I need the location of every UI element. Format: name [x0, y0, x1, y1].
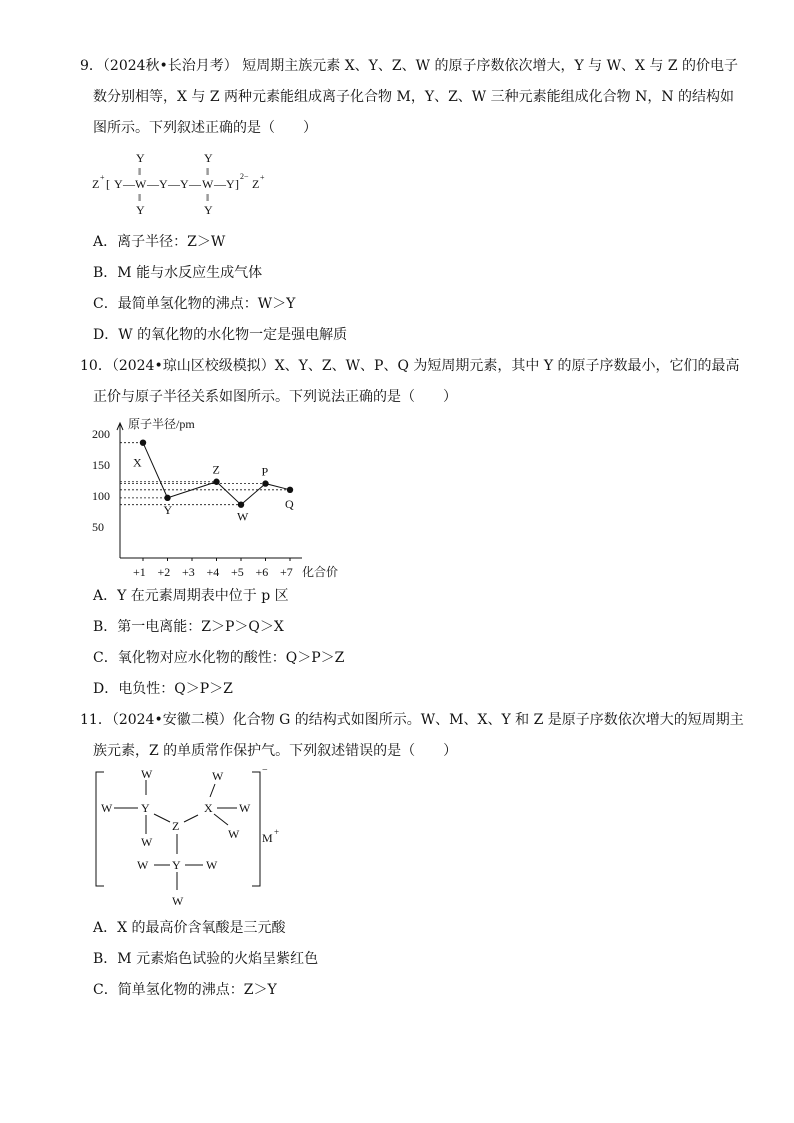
q9-bracket-open: [ — [106, 177, 110, 191]
q9-bracket-close: ] — [235, 177, 239, 191]
q10-option-a: A．Y 在元素周期表中位于 p 区 — [93, 588, 289, 604]
q10-option-d: D．电负性：Q＞P＞Z — [93, 681, 233, 697]
chart-x-axis-label: 化合价 — [302, 565, 339, 579]
q9-anion-charge: 2− — [240, 172, 249, 181]
q11-cation-charge: + — [274, 827, 280, 837]
chart-point — [213, 479, 219, 485]
q11-atom-y-upper: Y — [141, 801, 150, 815]
q10-stem-line-1: 10．（2024•琼山区校级模拟）X、Y、Z、W、P、Q 为短周期元素，其中 Y 的原子序数最小，它们的最高 — [80, 358, 740, 374]
q9-bond-2: — — [147, 177, 159, 191]
q10-option-c: C．氧化物对应水化物的酸性：Q＞P＞Z — [93, 650, 345, 666]
q11-bond-x-wtop — [210, 784, 215, 797]
chart-point-label: X — [133, 455, 142, 470]
chart-x-tick-label: +2 — [157, 565, 171, 579]
q9-bond-5: — — [214, 177, 226, 191]
q9-double-bond-top-1: ‖ — [138, 166, 142, 178]
chart-point — [287, 487, 293, 493]
q11-stem-line-1: 11．（2024•安徽二模）化合物 G 的结构式如图所示。W、M、X、Y 和 Z 是原子序数依次增大的短周期主 — [80, 712, 744, 728]
q9-structure-diagram — [88, 148, 288, 220]
q9-atom-top-y1: Y — [136, 151, 145, 165]
q9-bond-1: — — [123, 177, 135, 191]
q11-atom-x: X — [204, 801, 213, 815]
q9-stem-line-1: 9．（2024秋•长治月考） 短周期主族元素 X、Y、Z、W 的原子序数依次增大，Y 与 W、X 与 Z 的价电子 — [80, 58, 739, 74]
q11-atom-w-top-right: W — [212, 769, 224, 783]
q11-atom-w-left: W — [101, 801, 113, 815]
chart-point-label: W — [237, 509, 249, 524]
q10-stem-line-2: 正价与原子半径关系如图所示。下列说法正确的是（ ） — [93, 389, 457, 405]
q11-stem-line-2: 族元素，Z 的单质常作保护气。下列叙述错误的是（ ） — [93, 743, 458, 759]
q9-option-d: D．W 的氧化物的水化物一定是强电解质 — [93, 327, 348, 343]
q9-atom-y4: Y — [226, 177, 235, 191]
chart-point-label: Y — [163, 502, 173, 517]
q9-atom-w1: W — [135, 177, 147, 191]
radius-valence-chart — [88, 410, 368, 582]
chart-y-tick-label: 200 — [92, 427, 110, 441]
q11-atom-w-right: W — [239, 801, 251, 815]
chart-point — [262, 480, 268, 486]
q11-atom-w-top-left: W — [141, 767, 153, 781]
q11-bond-x-wlower — [214, 814, 228, 825]
q9-double-bond-top-2: ‖ — [206, 166, 210, 178]
chart-x-tick-label: +4 — [206, 565, 220, 579]
q9-atom-w2: W — [202, 177, 214, 191]
q11-option-c: C．简单氢化物的沸点：Z＞Y — [93, 982, 277, 998]
q10-option-b: B．第一电离能：Z＞P＞Q＞X — [93, 619, 284, 635]
q11-bracket-right — [252, 772, 260, 886]
q9-double-bond-bottom-1: ‖ — [138, 192, 142, 204]
chart-y-tick-label: 50 — [92, 520, 104, 534]
q9-option-a: A．离子半径：Z＞W — [93, 234, 226, 250]
q11-atom-w-bottom: W — [172, 894, 184, 908]
chart-point-label: Q — [285, 496, 294, 511]
q11-atom-w-lower-left: W — [137, 858, 149, 872]
q9-cation-right: Z — [252, 177, 260, 191]
chart-y-tick-label: 150 — [92, 458, 110, 472]
q9-atom-bottom-y1: Y — [136, 203, 145, 217]
q9-atom-y2: Y — [159, 177, 168, 191]
q11-atom-z: Z — [172, 819, 180, 833]
q9-bond-4: — — [189, 177, 201, 191]
q11-bracket-left — [96, 772, 104, 886]
q11-structure-diagram — [90, 762, 300, 912]
q11-atom-w-mid: W — [141, 835, 153, 849]
q9-atom-y3: Y — [180, 177, 189, 191]
q9-bond-3: — — [168, 177, 180, 191]
q9-stem-line-2: 数分别相等，X 与 Z 两种元素能组成离子化合物 M，Y、Z、W 三种元素能组成化合物 N，N 的结构如 — [93, 89, 735, 105]
chart-x-tick-label: +7 — [280, 565, 293, 579]
q9-option-b: B．M 能与水反应生成气体 — [93, 265, 263, 281]
q9-option-c: C．最简单氢化物的沸点：W＞Y — [93, 296, 296, 312]
q9-stem-line-3: 图所示。下列叙述正确的是（ ） — [93, 120, 317, 136]
q9-cation-right-charge: + — [260, 173, 265, 182]
chart-x-tick-label: +5 — [231, 565, 244, 579]
chart-point-label: Z — [212, 462, 220, 477]
q9-atom-y1: Y — [114, 177, 123, 191]
chart-x-tick-label: +3 — [182, 565, 195, 579]
q11-atom-y-lower: Y — [172, 858, 181, 872]
q9-cation-left: Z — [92, 177, 100, 191]
chart-y-tick-label: 100 — [92, 489, 110, 503]
q11-bond-y1-z — [154, 814, 170, 822]
q9-cation-left-charge: + — [100, 173, 105, 182]
q11-option-a: A．X 的最高价含氧酸是三元酸 — [93, 920, 286, 936]
chart-y-axis-label: 原子半径/pm — [128, 417, 195, 431]
q9-atom-bottom-y2: Y — [204, 203, 213, 217]
q11-cation-m: M — [262, 831, 273, 845]
q11-atom-w-lower-right: W — [228, 827, 240, 841]
q11-atom-w-lower-mid: W — [206, 858, 218, 872]
chart-point-label: P — [261, 464, 269, 479]
chart-point — [238, 501, 244, 507]
q9-atom-top-y2: Y — [204, 151, 213, 165]
q9-double-bond-bottom-2: ‖ — [206, 192, 210, 204]
chart-point — [140, 439, 146, 445]
chart-x-tick-label: +1 — [133, 565, 146, 579]
chart-x-tick-label: +6 — [255, 565, 269, 579]
q11-anion-charge: − — [262, 765, 268, 776]
q11-bond-x-z — [184, 815, 198, 822]
q11-option-b: B．M 元素焰色试验的火焰呈紫红色 — [93, 951, 319, 967]
chart-point — [164, 495, 170, 501]
